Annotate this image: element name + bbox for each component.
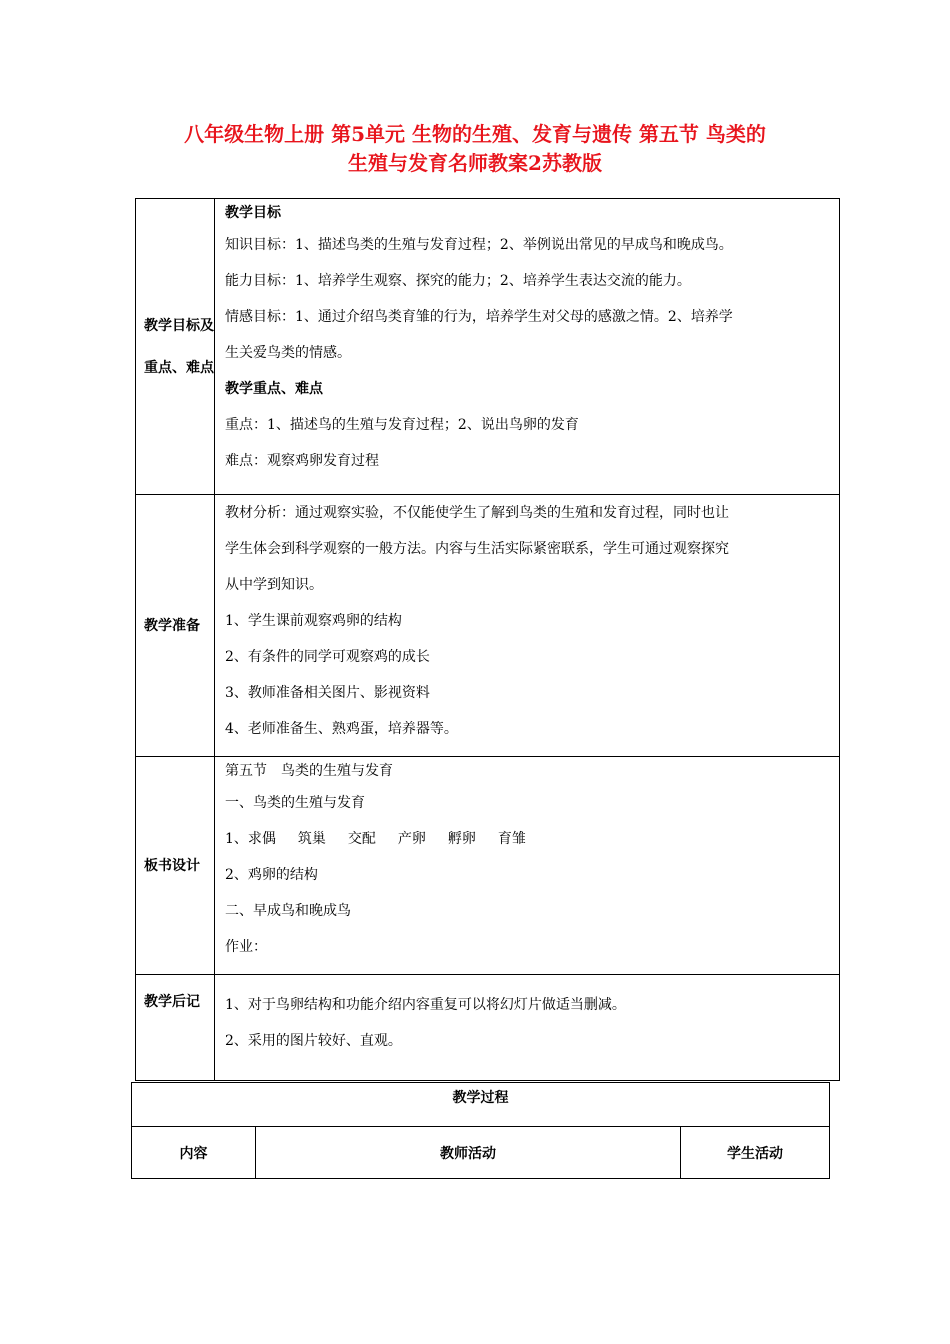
title-line-1: 八年级生物上册 第5单元 生物的生殖、发育与遗传 第五节 鸟类的 (184, 122, 766, 146)
difficulty-point: 难点：观察鸡卵发育过程 (225, 453, 379, 469)
board-step: 产卵 (397, 831, 426, 847)
board-step: 育雏 (497, 831, 526, 847)
notes-item-1: 1、对于鸟卵结构和功能介绍内容重复可以将幻灯片做适当删减。 (225, 997, 626, 1013)
board-content (215, 757, 840, 975)
title-line-2: 生殖与发育名师教案2苏教版 (348, 151, 602, 175)
notes-label: 教学后记 (136, 975, 215, 1081)
knowledge-goal: 知识目标：1、描述鸟类的生殖与发育过程；2、举例说出常见的早成鸟和晚成鸟。 (225, 237, 733, 253)
column-teacher: 教师活动 (256, 1127, 681, 1179)
goals-content (215, 199, 840, 495)
notes-item-2: 2、采用的图片较好、直观。 (225, 1033, 402, 1049)
column-content: 内容 (132, 1127, 256, 1179)
material-analysis-3: 从中学到知识。 (225, 577, 323, 593)
column-student: 学生活动 (681, 1127, 830, 1179)
document-title (0, 120, 950, 178)
board-row (136, 757, 840, 975)
board-step: 孵卵 (447, 831, 476, 847)
prep-item-2: 2、有条件的同学可观察鸡的成长 (225, 649, 430, 665)
board-line-2: 一、鸟类的生殖与发育 (225, 795, 365, 811)
lesson-plan-table (135, 198, 840, 1081)
process-header: 教学过程 (132, 1083, 830, 1127)
board-line-3 (225, 821, 831, 857)
emotion-goal-1: 情感目标：1、通过介绍鸟类育雏的行为，培养学生对父母的感激之情。2、培养学 (225, 309, 733, 325)
process-table (131, 1082, 830, 1179)
board-line-6: 作业： (225, 939, 267, 955)
notes-content (215, 975, 840, 1081)
process-columns-row (132, 1127, 830, 1179)
board-step-prefix: 1、求偶 (225, 831, 276, 847)
board-line-5: 二、早成鸟和晚成鸟 (225, 903, 351, 919)
keypoints-heading: 教学重点、难点 (225, 381, 323, 397)
process-header-row (132, 1083, 830, 1127)
prep-row (136, 495, 840, 757)
key-point: 重点：1、描述鸟的生殖与发育过程；2、说出鸟卵的发育 (225, 417, 579, 433)
board-step: 交配 (347, 831, 376, 847)
material-analysis-1: 教材分析：通过观察实验，不仅能使学生了解到鸟类的生殖和发育过程，同时也让 (225, 505, 729, 521)
goals-row (136, 199, 840, 495)
goals-label: 教学目标及重点、难点 (136, 199, 215, 495)
board-line-1: 第五节 鸟类的生殖与发育 (225, 763, 393, 779)
ability-goal: 能力目标：1、培养学生观察、探究的能力；2、培养学生表达交流的能力。 (225, 273, 691, 289)
material-analysis-2: 学生体会到科学观察的一般方法。内容与生活实际紧密联系，学生可通过观察探究 (225, 541, 729, 557)
prep-label: 教学准备 (136, 495, 215, 757)
notes-row (136, 975, 840, 1081)
goals-heading: 教学目标 (225, 205, 281, 221)
board-line-4: 2、鸡卵的结构 (225, 867, 318, 883)
board-step: 筑巢 (297, 831, 326, 847)
board-label: 板书设计 (136, 757, 215, 975)
prep-item-4: 4、老师准备生、熟鸡蛋，培养器等。 (225, 721, 458, 737)
prep-content (215, 495, 840, 757)
prep-item-3: 3、教师准备相关图片、影视资料 (225, 685, 430, 701)
emotion-goal-2: 生关爱鸟类的情感。 (225, 345, 351, 361)
prep-item-1: 1、学生课前观察鸡卵的结构 (225, 613, 402, 629)
